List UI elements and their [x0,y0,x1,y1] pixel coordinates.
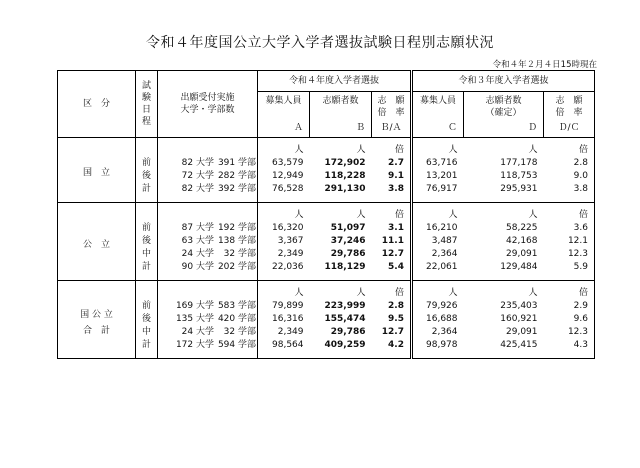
header-applicants-b: 志願者数 [310,92,372,120]
ratio-dc: 12.3 [544,326,595,339]
empty-cell [136,203,158,223]
applicants-b: 223,999 [324,301,366,311]
university-faculty-count [158,248,258,261]
as-of-date: 令和４年２月４日15時現在 [492,60,597,70]
faculty-count: 192 学部 [217,223,256,233]
unit-row [58,281,595,301]
ratio-ba: 2.8 [372,300,412,313]
schedule-day: 前 [136,157,158,170]
faculty-count: 32 学部 [223,327,256,337]
table-row [58,313,595,326]
applicants-d: 295,931 [464,183,544,203]
university-count: 169 大学 [175,301,214,311]
faculty-count: 282 学部 [217,171,256,181]
header-ratio-dc [544,92,595,120]
empty-cell [158,203,258,223]
applicants-d: 42,168 [506,236,538,246]
recruit-c: 2,364 [412,326,464,339]
faculty-count: 391 学部 [217,158,256,168]
ratio-ba: 5.4 [372,261,412,281]
unit-a: 人 [294,210,304,220]
header-schedule-char: 程 [141,117,151,127]
recruit-a: 76,528 [258,183,310,203]
unit-d: 人 [528,145,538,155]
schedule-day: 後 [136,170,158,183]
applicants-b: 29,786 [330,249,366,259]
applicants-b: 118,129 [310,261,372,281]
header-col-ba: Ｂ/Ａ [372,119,412,138]
unit-ba: 倍 [372,281,412,301]
group-name-line: 合 計 [82,325,110,336]
applicants-b: 37,246 [330,236,366,246]
empty-cell [158,281,258,301]
university-count: 87 大学 [181,223,214,233]
unit-a: 人 [294,288,304,298]
header-schedule-char: 試 [141,81,151,91]
ratio-ba: 3.8 [372,183,412,203]
header-col-b: Ｂ [310,119,372,138]
applicants-d: 129,484 [464,261,544,281]
unit-d: 人 [528,210,538,220]
recruit-c: 98,978 [412,339,464,359]
recruit-a: 2,349 [277,327,304,337]
university-count: 172 大学 [175,340,214,350]
university-faculty-count [158,261,258,281]
schedule-day: 後 [136,313,158,326]
recruit-a: 22,036 [258,261,310,281]
recruit-c: 16,210 [412,222,464,235]
recruit-c: 16,688 [412,313,464,326]
university-faculty-count [158,326,258,339]
faculty-count: 32 学部 [223,249,256,259]
university-faculty-count [158,183,258,203]
schedule-day: 計 [136,261,158,281]
header-apply [158,71,258,138]
university-faculty-count [158,235,258,248]
university-faculty-count [158,157,258,170]
ratio-dc: 3.6 [544,222,595,235]
empty-cell [158,138,258,158]
ratio-ba: 9.1 [372,170,412,183]
unit-row [58,138,595,158]
faculty-count: 594 学部 [217,340,256,350]
schedule-day: 計 [136,339,158,359]
empty-cell [136,281,158,301]
ratio-dc: 2.8 [544,157,595,170]
ratio-dc: 9.6 [544,313,595,326]
university-count: 82 大学 [181,158,214,168]
table-row [58,235,595,248]
applicants-b: 118,228 [324,171,366,181]
ratio-dc: 12.3 [544,248,595,261]
header-schedule-char: 験 [141,93,151,103]
unit-row [58,203,595,223]
schedule-day: 前 [136,222,158,235]
ratio-dc: 2.9 [544,300,595,313]
applicants-d: 118,753 [500,171,538,181]
schedule-day: 中 [136,326,158,339]
ratio-ba: 12.7 [372,248,412,261]
unit-d: 人 [528,288,538,298]
university-count: 90 大学 [181,262,214,272]
header-apply-line2: 大学・学部数 [180,105,235,115]
applicants-d: 58,225 [506,223,538,233]
applicants-d: 177,178 [500,158,538,168]
recruit-a: 2,349 [277,249,304,259]
recruit-c: 22,061 [412,261,464,281]
schedule-day: 計 [136,183,158,203]
recruit-a: 16,316 [272,314,304,324]
recruit-c: 63,716 [412,157,464,170]
header-applicants-d [464,92,544,120]
application-status-table [57,70,595,359]
header-applicants-label: 志願者数 [485,96,522,106]
applicants-b: 29,786 [330,327,366,337]
schedule-day: 前 [136,300,158,313]
group-name-line: 国 立 [82,168,110,178]
university-count: 24 大学 [181,249,214,259]
applicants-b: 291,130 [310,183,372,203]
group-name [58,203,136,281]
unit-c: 人 [412,281,464,301]
header-r4-group: 令和４年度入学者選抜 [258,71,412,92]
empty-cell [136,138,158,158]
table-row [58,170,595,183]
group-name [58,138,136,203]
applicants-d: 29,091 [506,327,538,337]
applicants-d: 160,921 [500,314,538,324]
group-name [58,281,136,359]
applicants-b: 172,902 [324,158,366,168]
applicants-b: 155,474 [324,314,366,324]
ratio-dc: 5.9 [544,261,595,281]
ratio-ba: 11.1 [372,235,412,248]
recruit-c: 2,364 [412,248,464,261]
faculty-count: 420 学部 [217,314,256,324]
recruit-a: 3,367 [277,236,304,246]
ratio-ba: 3.1 [372,222,412,235]
header-r3-group: 令和３年度入学者選抜 [412,71,595,92]
unit-ba: 倍 [372,203,412,223]
table-row [58,300,595,313]
unit-dc: 倍 [544,203,595,223]
recruit-c: 3,487 [412,235,464,248]
university-faculty-count [158,222,258,235]
header-confirmed-label: （確定） [485,108,522,118]
unit-b: 人 [356,210,366,220]
ratio-dc: 4.3 [544,339,595,359]
unit-b: 人 [356,145,366,155]
header-category: 区 分 [58,71,136,138]
faculty-count: 202 学部 [217,262,256,272]
university-count: 82 大学 [181,184,214,194]
ratio-ba: 9.5 [372,313,412,326]
unit-dc: 倍 [544,138,595,158]
group-name-line: 国 公 立 [80,309,113,320]
header-col-c: Ｃ [412,119,464,138]
header-schedule-char: 日 [141,105,151,115]
table-row [58,326,595,339]
university-faculty-count [158,170,258,183]
schedule-day: 後 [136,235,158,248]
recruit-c: 13,201 [412,170,464,183]
header-schedule [136,71,158,138]
university-count: 72 大学 [181,171,214,181]
ratio-dc: 12.1 [544,235,595,248]
header-ratio-bottom: 倍 率 [555,108,583,118]
faculty-count: 392 学部 [217,184,256,194]
header-recruit-c: 募集人員 [412,92,464,120]
recruit-a: 12,949 [272,171,304,181]
applicants-b: 409,259 [310,339,372,359]
header-ratio-bottom: 倍 率 [377,108,405,118]
header-ratio-ba [372,92,412,120]
table-row [58,248,595,261]
recruit-a: 98,564 [258,339,310,359]
table-row [58,339,595,359]
recruit-a: 16,320 [272,223,304,233]
recruit-c: 79,926 [412,300,464,313]
university-faculty-count [158,300,258,313]
table-row [58,157,595,170]
recruit-c: 76,917 [412,183,464,203]
schedule-day: 中 [136,248,158,261]
header-col-d: Ｄ [464,119,544,138]
ratio-dc: 3.8 [544,183,595,203]
unit-c: 人 [412,203,464,223]
document-title: 令和４年度国公立大学入学者選抜試験日程別志願状況 [146,35,494,51]
ratio-ba: 2.7 [372,157,412,170]
university-count: 135 大学 [175,314,214,324]
recruit-a: 63,579 [272,158,304,168]
faculty-count: 138 学部 [217,236,256,246]
unit-b: 人 [356,288,366,298]
ratio-ba: 4.2 [372,339,412,359]
university-faculty-count [158,339,258,359]
header-ratio-top: 志 願 [377,96,405,106]
table-row [58,183,595,203]
university-count: 63 大学 [181,236,214,246]
header-apply-line1: 出願受付実施 [180,93,235,103]
table-row [58,222,595,235]
unit-ba: 倍 [372,138,412,158]
applicants-d: 235,403 [500,301,538,311]
group-name-line: 公 立 [82,239,110,250]
applicants-d: 425,415 [464,339,544,359]
applicants-d: 29,091 [506,249,538,259]
applicants-b: 51,097 [330,223,366,233]
unit-c: 人 [412,138,464,158]
table-row [58,261,595,281]
unit-dc: 倍 [544,281,595,301]
header-col-dc: Ｄ/Ｃ [544,119,595,138]
unit-a: 人 [294,145,304,155]
university-count: 24 大学 [181,327,214,337]
ratio-ba: 12.7 [372,326,412,339]
recruit-a: 79,899 [272,301,304,311]
header-col-a: Ａ [258,119,310,138]
university-faculty-count [158,313,258,326]
header-recruit-a: 募集人員 [258,92,310,120]
header-ratio-top: 志 願 [555,96,583,106]
ratio-dc: 9.0 [544,170,595,183]
faculty-count: 583 学部 [217,301,256,311]
